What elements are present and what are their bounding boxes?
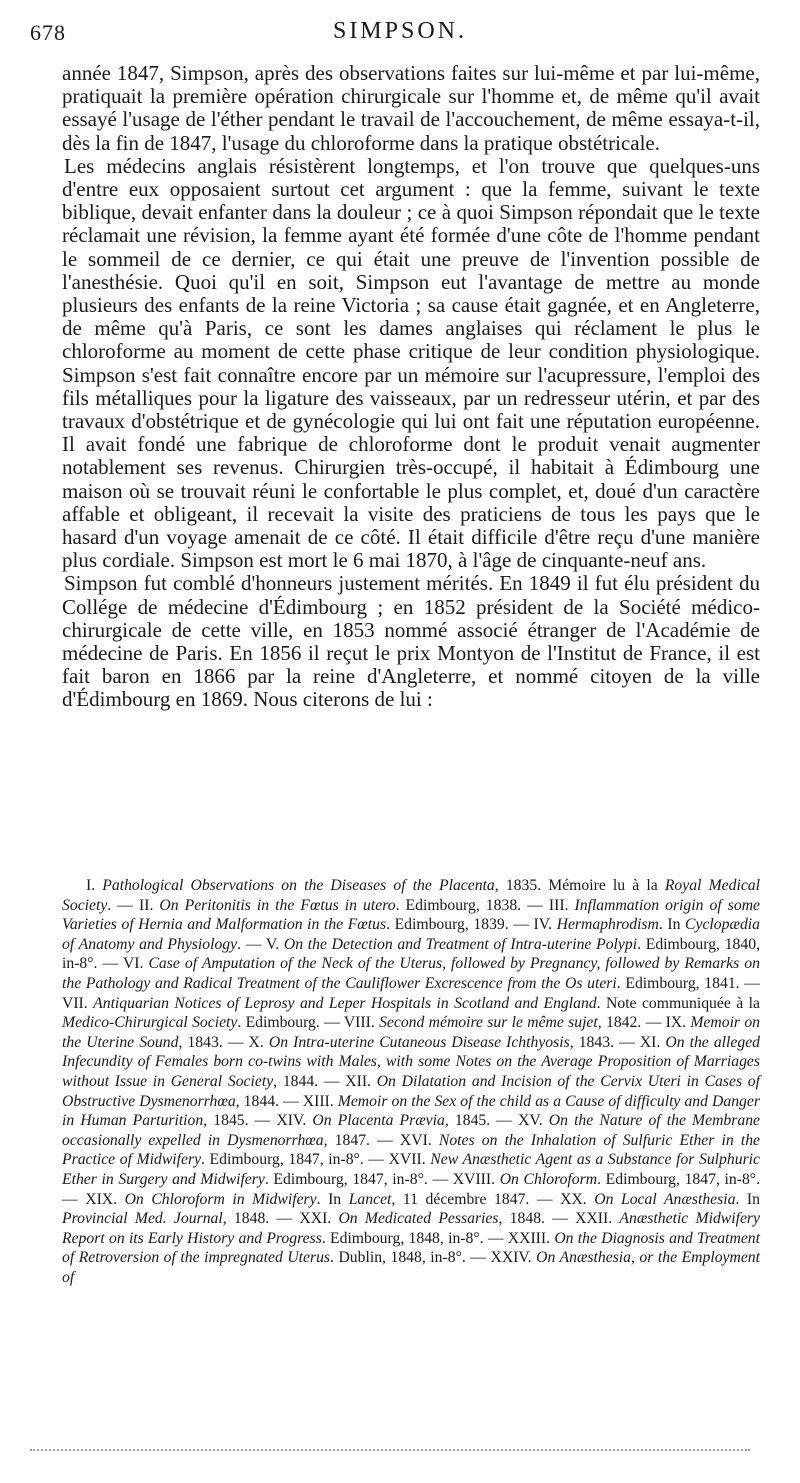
work-title: On Intra-uterine Cutaneous Disease Ichthyosis (268, 1033, 570, 1051)
citation-detail: . — V. (237, 935, 284, 953)
citation-detail: . Note communiquée à la (596, 994, 760, 1012)
bibliography-paragraph (62, 876, 760, 1287)
citation-detail: . — II. (107, 896, 160, 914)
bibliography-list (62, 876, 760, 1287)
citation-detail: , 1842. — IX. (597, 1014, 691, 1032)
citation-detail: . In (316, 1190, 349, 1208)
citation-detail: . Edimbourg, 1839. — IV. (386, 916, 557, 934)
work-title: Antiquarian Notices of Leprosy and Leper Hospitals in Scotland and England (93, 994, 597, 1012)
work-title: Pathological Observations on the Diseases of the Placenta (102, 877, 495, 894)
main-text (62, 62, 760, 712)
citation-detail: . Edimbourg, 1841. — VII. (62, 974, 760, 1012)
work-title: New Anæsthetic Agent as a Substance for Sulphuric Ether in Surgery and Midwifery (62, 1151, 760, 1188)
citation-detail: . Edimbourg. — VIII. (237, 1014, 380, 1032)
citation-detail: , 1848. — XXII. (498, 1210, 620, 1228)
work-title: On Placenta Prævia (312, 1112, 445, 1130)
citation-detail: , 1847. — XVI. (323, 1131, 439, 1149)
citation-detail: , 1843. — XI. (569, 1033, 666, 1051)
citation-detail: . In (658, 916, 686, 934)
work-title: On the Nature of the Membrane occasionally expelled in Dysmenorrhœa (62, 1112, 761, 1149)
citation-detail: , 1845. — XIV. (203, 1112, 313, 1130)
work-title: Inflammation origin of some Varieties of Hernia and Malformation in the Fœtus (62, 896, 760, 934)
work-title: On Medicated Pessaries (338, 1210, 499, 1228)
citation-detail: , 1843. — X. (178, 1033, 269, 1051)
work-title: Hermaphrodism (556, 916, 659, 934)
citation-detail: . In (735, 1190, 760, 1208)
work-title: On Dilatation and Incision of the Cervix Uteri in Cases of Obstructive Dysmenorrhœa (62, 1072, 761, 1110)
citation-detail: , 11 décembre 1847. — XX. (391, 1190, 595, 1208)
citation-detail: . Edimbourg, 1847, in-8°. — XVII. (201, 1151, 431, 1169)
work-title: On the alleged Infecundity of Females born co-twins with Males, with some Notes on the Average Proposition of Marriages without Issue in General Society (62, 1033, 760, 1090)
paragraph: Les médecins anglais résistèrent longtemps, et l'on trouve que quelques-uns d'entre eux opposaient surtout cet argument : que la femme, suivant le texte biblique, devait enfanter dans la douleur ; ce à quoi Simpson répondait que le texte réclamait une révision, la femme ayant été formée d'une côte de l'homme pendant le sommeil de ce dernier, ce qui était une preuve de l'invention possible de l'anesthésie. Quoi qu'il en soit, Simpson eut l'avantage de mettre au monde plusieurs des enfants de la reine Victoria ; sa cause était gagnée, et en Angleterre, de même qu'à Paris, ce sont les dames anglaises qui réclament le plus le chloroforme au moment de cette phase critique de leur condition physiologique. Simpson s'est fait connaître encore par un mémoire sur l'acupressure, l'emploi des fils métalliques pour la ligature des vaisseaux, par un redresseur utérin, et par des travaux d'obstétrique et de gynécologie qui lui ont fait une réputation européenne. Il avait fondé une fabrique de chloroforme dont le produit venait augmenter notablement ses revenus. Chirurgien très-occupé, il habitait à Édimbourg une maison où se trouvait réuni le confortable le plus complet, et, doué d'un caractère affable et obligeant, il recevait la visite des praticiens de tous les pays que le hasard d'un voyage amenait de ce côté. Il était difficile d'être reçu d'une manière plus cordiale. Simpson est mort le 6 mai 1870, à l'âge de cinquante-neuf ans. (62, 153, 760, 573)
work-title: Anæsthetic Midwifery Report on its Early History and Progress (62, 1210, 760, 1247)
work-title: Medico-Chirurgical Society (62, 1014, 238, 1032)
citation-detail: . Dublin, 1848, in-8°. — XXIV. (330, 1249, 537, 1267)
paragraph: Simpson fut comblé d'honneurs justement mérités. En 1849 il fut élu président du Collége de médecine d'Édimbourg ; en 1852 président de la Société médico-chirurgicale de cette ville, en 1853 nommé associé étranger de l'Académie de médecine de Paris. En 1856 il reçut le prix Montyon de l'Institut de France, il est fait baron en 1866 par la reine d'Angleterre, et nommé citoyen de la ville d'Édimbourg en 1869. Nous citerons de lui : (62, 571, 760, 712)
citation-detail: , 1844. — XIII. (235, 1092, 338, 1110)
citation-detail: . Edimbourg, 1838. — III. (395, 896, 575, 914)
work-title: On Local Anæsthesia (594, 1190, 736, 1208)
citation-detail: . Edimbourg, 1847, in-8°. — XVIII. (264, 1170, 500, 1188)
running-head: SIMPSON. (332, 18, 468, 44)
page-number: 678 (30, 20, 66, 45)
paragraph: année 1847, Simpson, après des observations faites sur lui-même et par lui-même, pratiquait la première opération chirurgicale sur l'homme et, de même qu'il avait essayé l'usage de l'éther pendant le travail de l'accouchement, de même essaya-t-il, dès la fin de 1847, l'usage du chloroforme dans la pratique obstétricale. (62, 61, 760, 155)
work-title: Memoir on the Uterine Sound (62, 1014, 761, 1051)
work-title: Notes on the Inhalation of Sulfuric Ether in the Practice of Midwifery (62, 1131, 761, 1169)
work-title: Case of Amputation of the Neck of the Uterus, followed by Pregnancy, followed by Remarks on the Pathology and Radical Treatment of the Cauliflower Excrescence from the Os uteri (62, 955, 760, 992)
work-title: Lancet (348, 1190, 392, 1208)
work-title: Provincial Med. Journal (62, 1210, 223, 1228)
page-header (30, 8, 770, 48)
citation-detail: , 1845. — XV. (444, 1112, 549, 1130)
footer-rule (30, 1449, 750, 1451)
citation-detail: . Edimbourg, 1840, in-8°. — VI. (62, 935, 760, 973)
work-title: On Anæsthesia, or the Employment of (62, 1249, 760, 1286)
work-title: On Chloroform in Midwifery (124, 1190, 317, 1208)
citation-detail: , 1835. Mémoire lu à la (494, 877, 665, 894)
work-title: On the Diagnosis and Treatment of Retroversion of the impregnated Uterus (62, 1229, 760, 1267)
work-title: Royal Medical Society (62, 877, 760, 914)
work-title: Second mémoire sur le même sujet (379, 1014, 598, 1032)
work-title: On Chloroform (499, 1170, 598, 1188)
work-title: Cyclopædia of Anatomy and Physiology (62, 916, 760, 953)
citation-detail: , 1848. — XXI. (222, 1210, 339, 1228)
work-title: On the Detection and Treatment of Intra-uterine Polypi (283, 935, 638, 953)
citation-detail: . Edimbourg, 1847, in-8°. — XIX. (62, 1170, 760, 1208)
work-title: Memoir on the Sex of the child as a Cause of difficulty and Danger in Human Parturition (62, 1092, 760, 1130)
citation-detail: I. (86, 877, 103, 894)
citation-detail: . Edimbourg, 1848, in-8°. — XXIII. (321, 1229, 555, 1247)
citation-detail: , 1844. — XII. (273, 1072, 377, 1090)
work-title: On Peritonitis in the Fœtus in utero (159, 896, 396, 914)
